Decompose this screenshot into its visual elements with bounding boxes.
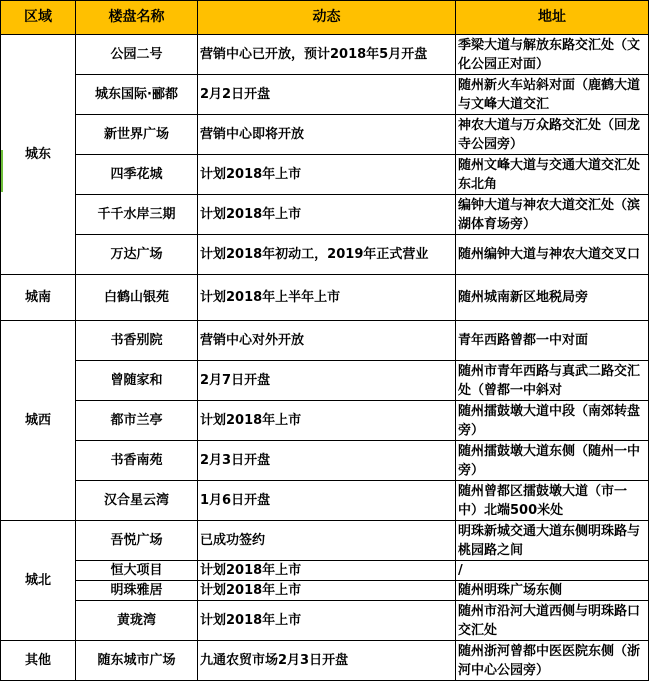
header-region: 区域	[1, 1, 76, 35]
property-address: 明珠新城交通大道东侧明珠路与桃园路之间	[456, 521, 649, 561]
table-row	[1, 601, 649, 641]
property-name: 四季花城	[76, 155, 198, 195]
table-row	[1, 35, 649, 75]
property-status: 计划2018年上市	[198, 581, 456, 601]
table-row	[1, 155, 649, 195]
region-cell: 城北	[1, 521, 76, 641]
property-status: 已成功签约	[198, 521, 456, 561]
property-status: 2月7日开盘	[198, 361, 456, 401]
property-name: 书香南苑	[76, 441, 198, 481]
property-name: 汉合星云湾	[76, 481, 198, 521]
table-row	[1, 441, 649, 481]
property-status: 计划2018年上市	[198, 155, 456, 195]
property-status: 2月3日开盘	[198, 441, 456, 481]
table-row	[1, 581, 649, 601]
property-name: 城东国际·郦都	[76, 75, 198, 115]
property-status: 营销中心即将开放	[198, 115, 456, 155]
property-name: 新世界广场	[76, 115, 198, 155]
property-name: 曾随家和	[76, 361, 198, 401]
table-row	[1, 115, 649, 155]
property-address: 随州城南新区地税局旁	[456, 275, 649, 321]
table-row	[1, 401, 649, 441]
table-row	[1, 641, 649, 681]
property-address: 季梁大道与解放东路交汇处（文化公园正对面）	[456, 35, 649, 75]
table-row	[1, 75, 649, 115]
property-address: 随州文峰大道与交通大道交汇处东北角	[456, 155, 649, 195]
property-status: 2月2日开盘	[198, 75, 456, 115]
region-cell: 城南	[1, 275, 76, 321]
property-address: 青年西路曾都一中对面	[456, 321, 649, 361]
property-status: 计划2018年上市	[198, 561, 456, 581]
property-address: 随州市青年西路与真武二路交汇处（曾都一中斜对	[456, 361, 649, 401]
header-row	[1, 1, 649, 35]
header-status: 动态	[198, 1, 456, 35]
property-name: 公园二号	[76, 35, 198, 75]
property-status: 计划2018年上市	[198, 601, 456, 641]
property-name: 黄珑湾	[76, 601, 198, 641]
table-row	[1, 361, 649, 401]
property-address: 随州新火车站斜对面（鹿鹤大道与文峰大道交汇	[456, 75, 649, 115]
property-name: 恒大项目	[76, 561, 198, 581]
table-row	[1, 235, 649, 275]
property-name: 白鹤山银苑	[76, 275, 198, 321]
property-name: 千千水岸三期	[76, 195, 198, 235]
property-name: 随东城市广场	[76, 641, 198, 681]
property-status: 计划2018年上半年上市	[198, 275, 456, 321]
property-name: 明珠雅居	[76, 581, 198, 601]
property-status: 营销中心已开放，预计2018年5月开盘	[198, 35, 456, 75]
property-status: 计划2018年上市	[198, 401, 456, 441]
region-cell: 其他	[1, 641, 76, 681]
property-address: 随州编钟大道与神农大道交叉口	[456, 235, 649, 275]
table-row	[1, 521, 649, 561]
table-row	[1, 321, 649, 361]
property-status: 九通农贸市场2月3日开盘	[198, 641, 456, 681]
region-cell: 城东	[1, 35, 76, 275]
region-cell: 城西	[1, 321, 76, 521]
property-address: 随州擂鼓墩大道东侧（随州一中旁）	[456, 441, 649, 481]
header-address: 地址	[456, 1, 649, 35]
header-property-name: 楼盘名称	[76, 1, 198, 35]
property-name: 书香别院	[76, 321, 198, 361]
table-row	[1, 481, 649, 521]
property-status: 营销中心对外开放	[198, 321, 456, 361]
property-address: 随州擂鼓墩大道中段（南郊转盘旁）	[456, 401, 649, 441]
property-address: /	[456, 561, 649, 581]
property-name: 万达广场	[76, 235, 198, 275]
property-status: 1月6日开盘	[198, 481, 456, 521]
property-address: 随州明珠广场东侧	[456, 581, 649, 601]
property-address: 随州曾都区擂鼓墩大道（市一中）北端500米处	[456, 481, 649, 521]
property-address: 随州浙河曾都中医医院东侧（浙河中心公园旁）	[456, 641, 649, 681]
property-name: 吾悦广场	[76, 521, 198, 561]
property-address: 随州市沿河大道西侧与明珠路口交汇处	[456, 601, 649, 641]
property-address: 神农大道与万众路交汇处（回龙寺公园旁）	[456, 115, 649, 155]
table-row	[1, 561, 649, 581]
property-address: 编钟大道与神农大道交汇处（滨湖体育场旁）	[456, 195, 649, 235]
property-status: 计划2018年上市	[198, 195, 456, 235]
property-status: 计划2018年初动工，2019年正式营业	[198, 235, 456, 275]
table-row	[1, 275, 649, 321]
property-name: 都市兰亭	[76, 401, 198, 441]
table-row	[1, 195, 649, 235]
